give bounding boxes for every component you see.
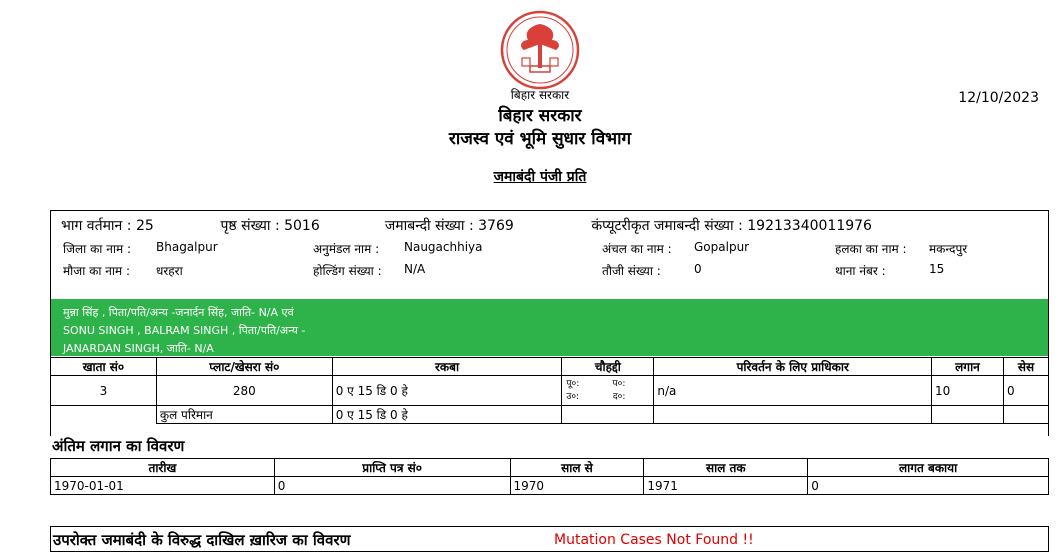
thana-label: थाना नंबर : bbox=[835, 264, 886, 278]
chauhaddi-east: पू०: bbox=[566, 378, 580, 389]
prishth-sankhya: पृष्ठ संख्या : 5016 bbox=[220, 218, 320, 234]
column-header: परिवर्तन के लिए प्राधिकार bbox=[654, 358, 932, 376]
plot-cell: 280 bbox=[156, 376, 332, 406]
document-date: 12/10/2023 bbox=[958, 90, 1039, 106]
holding-label: होल्डिंग संख्या : bbox=[313, 264, 382, 278]
owner-names bbox=[63, 304, 383, 358]
owner-line: JANARDAN SINGH, जाति- N/A bbox=[63, 342, 214, 355]
zila-label: जिला का नाम : bbox=[63, 242, 132, 256]
halka-value: मकन्दपुर bbox=[929, 242, 968, 256]
column-header: सेस bbox=[1003, 358, 1048, 376]
owner-line: SONU SINGH , BALRAM SINGH , पिता/पति/अन्य - bbox=[63, 324, 306, 337]
bihar-emblem-icon bbox=[500, 10, 580, 90]
pradhikar-cell: n/a bbox=[654, 376, 932, 406]
chauhaddi-north: उ०: bbox=[566, 391, 580, 402]
halka-label: हलका का नाम : bbox=[835, 242, 907, 256]
jamabandi-details-box bbox=[50, 210, 1049, 436]
zila-value: Bhagalpur bbox=[156, 240, 218, 254]
computer-jamabandi-sankhya: कंप्यूटरीकृत जमाबन्दी संख्या : 19213340011976 bbox=[591, 218, 872, 234]
government-title: बिहार सरकार bbox=[498, 106, 582, 126]
column-header: साल से bbox=[510, 459, 644, 477]
ses-cell: 0 bbox=[1003, 376, 1048, 406]
anumandal-value: Naugachhiya bbox=[404, 240, 483, 254]
table-header-row bbox=[51, 358, 1049, 376]
anchal-value: Gopalpur bbox=[694, 240, 750, 254]
total-label: कुल परिमान bbox=[156, 406, 332, 424]
final-lagan-title: अंतिम लगान का विवरण bbox=[52, 437, 185, 455]
owner-band bbox=[51, 299, 1048, 356]
anumandal-label: अनुमंडल नाम : bbox=[313, 242, 380, 256]
column-header: लागत बकाया bbox=[808, 459, 1049, 477]
owner-line: मुन्ना सिंह , पिता/पति/अन्य -जनार्दन सिंह, जाति- N/A एवं bbox=[63, 306, 294, 319]
mutation-message: Mutation Cases Not Found !! bbox=[554, 532, 754, 548]
mutation-box bbox=[50, 526, 1049, 552]
table-row bbox=[51, 477, 1049, 495]
khata-cell: 3 bbox=[51, 376, 157, 406]
chauhaddi-south: द०: bbox=[612, 391, 626, 402]
column-header: साल तक bbox=[644, 459, 808, 477]
mauja-label: मौजा का नाम : bbox=[63, 264, 131, 278]
column-header: लगान bbox=[932, 358, 1004, 376]
saal-tak-cell: 1971 bbox=[644, 477, 808, 495]
bhag-vartaman: भाग वर्तमान : 25 bbox=[61, 218, 154, 234]
saal-se-cell: 1970 bbox=[510, 477, 644, 495]
column-header: चौहद्दी bbox=[562, 358, 654, 376]
page-header bbox=[0, 0, 1063, 200]
column-header: खाता सं० bbox=[51, 358, 157, 376]
tarikh-cell: 1970-01-01 bbox=[51, 477, 275, 495]
prapti-cell: 0 bbox=[274, 477, 510, 495]
column-header: तारीख bbox=[51, 459, 275, 477]
department-title: राजस्व एवं भूमि सुधार विभाग bbox=[448, 129, 632, 149]
summary-line bbox=[61, 216, 872, 235]
lagan-cell: 10 bbox=[932, 376, 1004, 406]
tauji-label: तौजी संख्या : bbox=[602, 264, 661, 278]
bakaya-cell: 0 bbox=[808, 477, 1049, 495]
jamabandi-sankhya: जमाबन्दी संख्या : 3769 bbox=[384, 218, 514, 234]
chauhaddi-west: प०: bbox=[612, 378, 626, 389]
tauji-value: 0 bbox=[694, 262, 702, 276]
land-table bbox=[50, 357, 1049, 424]
holding-value: N/A bbox=[404, 262, 426, 276]
final-lagan-table bbox=[50, 458, 1049, 495]
mauja-value: धरहरा bbox=[156, 264, 183, 278]
emblem-caption: बिहार सरकार bbox=[510, 88, 570, 102]
rakba-cell: 0 ए 15 डि 0 हे bbox=[332, 376, 562, 406]
table-header-row bbox=[51, 459, 1049, 477]
total-row bbox=[51, 406, 1049, 424]
column-header: प्राप्ति पत्र सं० bbox=[274, 459, 510, 477]
thana-value: 15 bbox=[929, 262, 945, 276]
table-row bbox=[51, 376, 1049, 406]
total-rakba: 0 ए 15 डि 0 हे bbox=[332, 406, 562, 424]
anchal-label: अंचल का नाम : bbox=[602, 242, 672, 256]
chauhaddi-cell bbox=[562, 376, 654, 406]
document-title: जमाबंदी पंजी प्रति bbox=[493, 169, 587, 185]
mutation-label: उपरोक्त जमाबंदी के विरुद्ध दाखिल ख़ारिज का विवरण bbox=[53, 531, 351, 549]
column-header: रकबा bbox=[332, 358, 562, 376]
column-header: प्लाट/खेसरा सं० bbox=[156, 358, 332, 376]
